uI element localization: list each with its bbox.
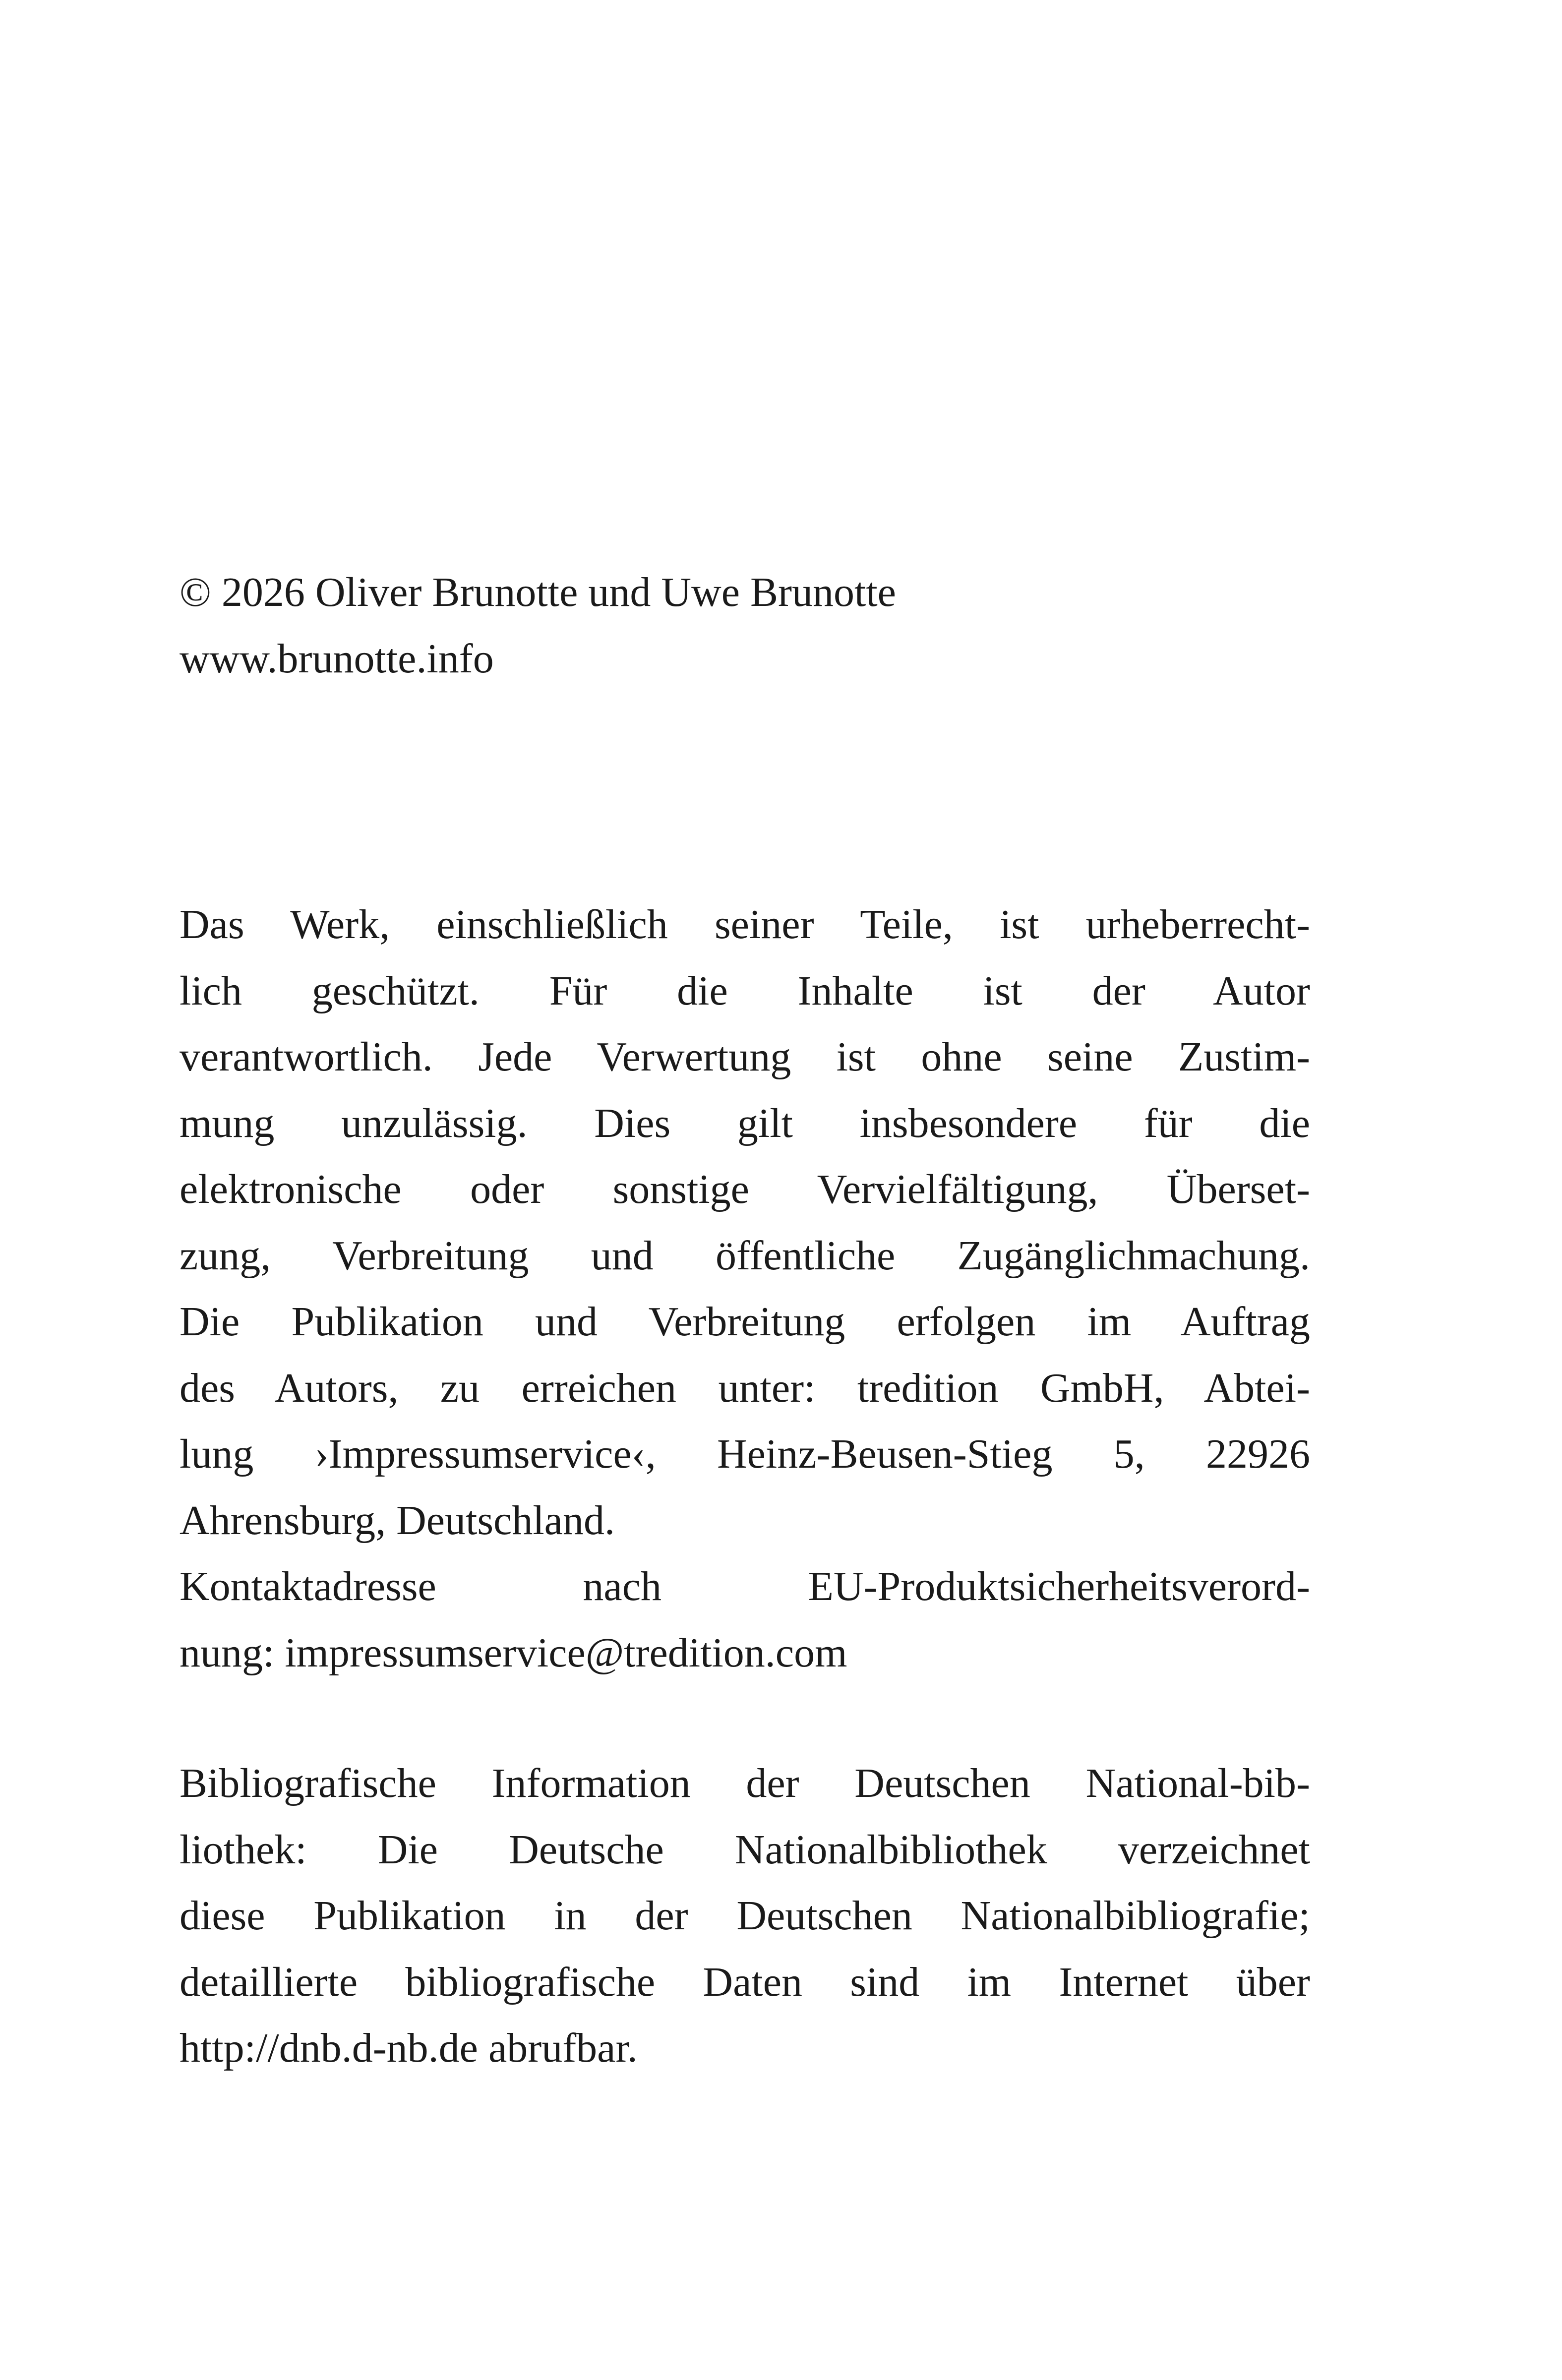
legal-notice-line: lung ›Impressumservice‹, Heinz-Beusen-Stieg 5, 22926 bbox=[180, 1431, 1310, 1477]
copyright-line: © 2026 Oliver Brunotte und Uwe Brunotte bbox=[180, 569, 896, 615]
dnb-url-line: http://dnb.d-nb.de abrufbar. bbox=[180, 2025, 638, 2071]
legal-notice-line: elektronische oder sonstige Vervielfältigung, Überset- bbox=[180, 1166, 1310, 1212]
legal-notice-line: Ahrensburg, Deutschland. bbox=[180, 1497, 615, 1544]
legal-notice-line: mung unzulässig. Dies gilt insbesondere für die bbox=[180, 1100, 1310, 1146]
bibliographic-line: diese Publikation in der Deutschen Nationalbibliografie; bbox=[180, 1893, 1310, 1939]
legal-notice-line: Das Werk, einschließlich seiner Teile, ist urheberrecht- bbox=[180, 901, 1310, 948]
website-url: www.brunotte.info bbox=[180, 635, 494, 682]
legal-notice-line: zung, Verbreitung und öffentliche Zugänglichmachung. bbox=[180, 1232, 1310, 1279]
copyright-block bbox=[180, 559, 1310, 692]
legal-notice-line: Die Publikation und Verbreitung erfolgen im Auftrag bbox=[180, 1299, 1310, 1345]
contact-email-line: nung: impressumservice@tredition.com bbox=[180, 1629, 847, 1676]
bibliographic-line: detaillierte bibliografische Daten sind im Internet über bbox=[180, 1959, 1310, 2005]
bibliographic-information bbox=[180, 1750, 1310, 2082]
bibliographic-line: Bibliografische Information der Deutschen National-bib- bbox=[180, 1760, 1310, 1806]
legal-notice-line: lich geschützt. Für die Inhalte ist der Autor bbox=[180, 967, 1310, 1014]
legal-notice-line: verantwortlich. Jede Verwertung ist ohne seine Zustim- bbox=[180, 1034, 1310, 1080]
contact-address-line: Kontaktadresse nach EU-Produktsicherheitsverord- bbox=[180, 1563, 1310, 1609]
legal-notice-line: des Autors, zu erreichen unter: tredition GmbH, Abtei- bbox=[180, 1365, 1310, 1411]
legal-notice bbox=[180, 892, 1310, 1686]
bibliographic-line: liothek: Die Deutsche Nationalbibliothek verzeichnet bbox=[180, 1826, 1310, 1873]
